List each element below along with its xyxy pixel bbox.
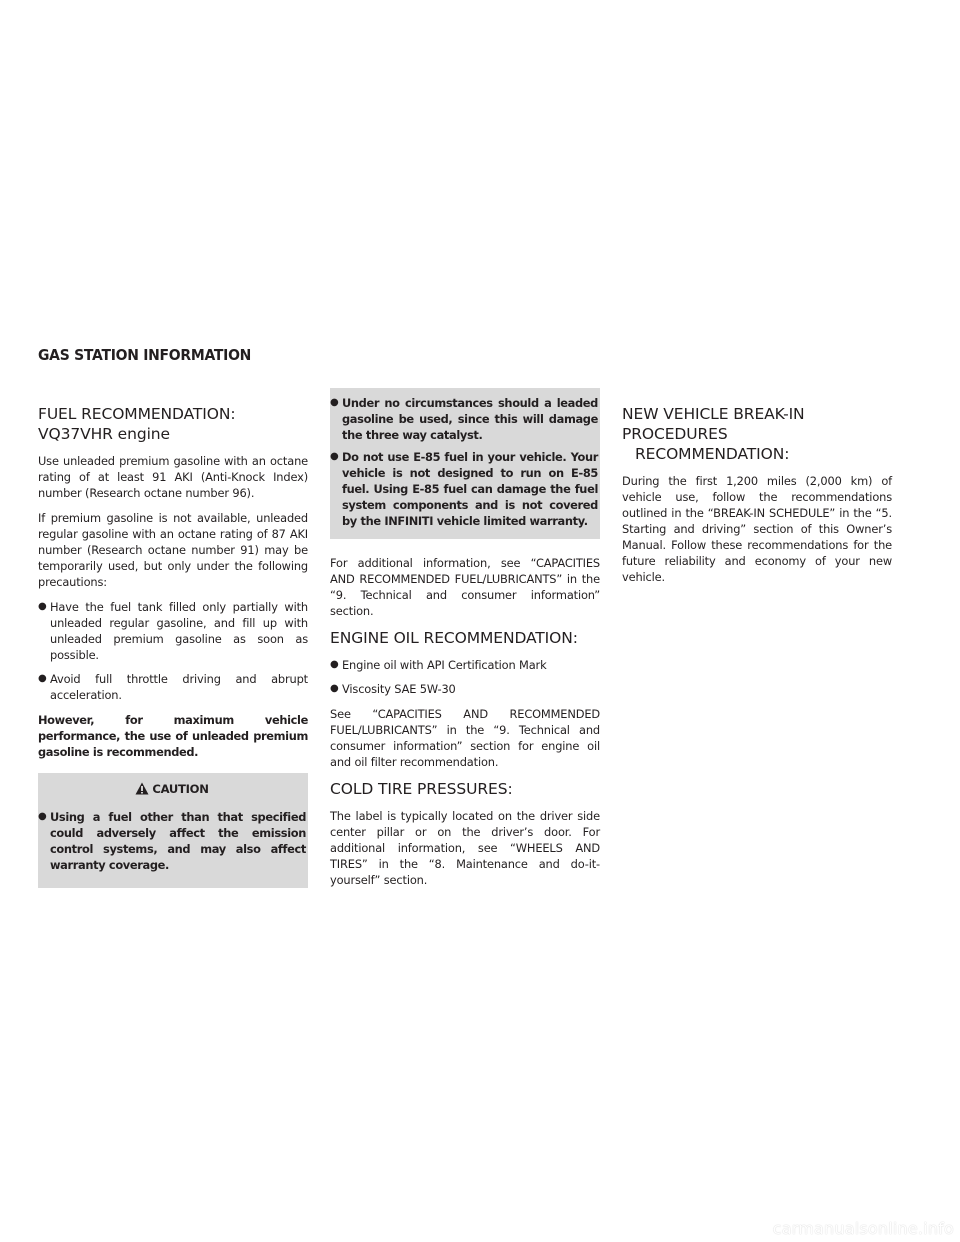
list-item-text: Viscosity SAE 5W-30 [342, 682, 456, 696]
list-item-text: Under no circumstances should a leaded gasoline be used, since this will damage the three way catalyst. [342, 396, 598, 442]
caution-list [38, 809, 306, 873]
fuel-heading-line1: FUEL RECOMMENDATION: [38, 405, 236, 423]
additional-info-para: For additional information, see “CAPACITIES AND RECOMMENDED FUEL/LUBRICANTS” in the “9. Technical and consumer information” section. [330, 556, 600, 618]
fuel-precautions-list [38, 599, 308, 703]
list-item-text: Do not use E-85 fuel in your vehicle. Your vehicle is not designed to run on E-85 fuel. Using E-85 fuel can damage the fuel system components and is not covered by the INFINITI vehicle limited warranty. [342, 450, 598, 528]
breakin-para: During the first 1,200 miles (2,000 km) of vehicle use, follow the recommendations outlined in the “BREAK-IN SCHEDULE” in the “5. Starting and driving” section of this Owner’s Manual. Follow these recommendations for the future reliability and economy of your new vehicle. [622, 474, 892, 584]
caution-title: CAUTION [152, 782, 209, 796]
warning-triangle-icon [135, 782, 149, 799]
fuel-para-1: Use unleaded premium gasoline with an octane rating of at least 91 AKI (Anti-Knock Index) number (Research octane number 96). [38, 454, 308, 500]
column-left [38, 404, 308, 888]
column-right [622, 404, 892, 594]
list-item-text: Have the fuel tank filled only partially with unleaded regular gasoline, and fill up with unleaded premium gasoline as soon as possible. [50, 600, 308, 662]
engine-oil-para: See “CAPACITIES AND RECOMMENDED FUEL/LUBRICANTS” in the “9. Technical and consumer information” section for engine oil and oil filter recommendation. [330, 707, 600, 769]
fuel-para-2: If premium gasoline is not available, unleaded regular gasoline with an octane rating of 87 AKI number (Research octane number 91) may be temporarily used, but only under the following precautions: [38, 511, 308, 589]
fuel-heading-line2: VQ37VHR engine [38, 425, 170, 443]
bullet-icon: ● [330, 451, 339, 462]
section-title: GAS STATION INFORMATION [38, 346, 252, 364]
fuel-recommendation-heading [38, 404, 308, 444]
footer-watermark: carmanualsonline.info [772, 1219, 954, 1238]
cold-tire-heading: COLD TIRE PRESSURES: [330, 780, 513, 798]
list-item-text: Using a fuel other than that specified could adversely affect the emission control systems, and may also affect warranty coverage. [50, 810, 306, 872]
bullet-icon: ● [38, 673, 47, 684]
list-item-text: Engine oil with API Certification Mark [342, 658, 547, 672]
bullet-icon: ● [330, 397, 339, 408]
list-item [330, 657, 600, 673]
bullet-icon: ● [330, 659, 339, 670]
breakin-heading-line2: RECOMMENDATION: [635, 445, 790, 463]
caution-header [38, 781, 306, 799]
list-item [38, 671, 308, 703]
caution-box [38, 773, 308, 888]
fuel-bold-para: However, for maximum vehicle performance, the use of unleaded premium gasoline is recommended. [38, 713, 308, 759]
breakin-heading-line1: NEW VEHICLE BREAK-IN PROCEDURES [622, 405, 805, 443]
caution-continued-list [330, 388, 598, 529]
list-item [330, 449, 598, 529]
engine-oil-heading: ENGINE OIL RECOMMENDATION: [330, 629, 578, 647]
list-item [330, 681, 600, 697]
breakin-heading [622, 404, 892, 464]
list-item [38, 809, 306, 873]
cold-tire-para: The label is typically located on the driver side center pillar or on the driver’s door. For additional information, see “WHEELS AND TIRES” in the “8. Maintenance and do-it-yourself” section. [330, 809, 600, 887]
list-item-text: Avoid full throttle driving and abrupt acceleration. [50, 672, 308, 702]
list-item [330, 395, 598, 443]
bullet-icon: ● [38, 811, 47, 822]
bullet-icon: ● [38, 601, 47, 612]
column-middle [330, 388, 600, 897]
bullet-icon: ● [330, 683, 339, 694]
caution-box-continued [330, 388, 600, 539]
engine-oil-list [330, 657, 600, 697]
list-item [38, 599, 308, 663]
